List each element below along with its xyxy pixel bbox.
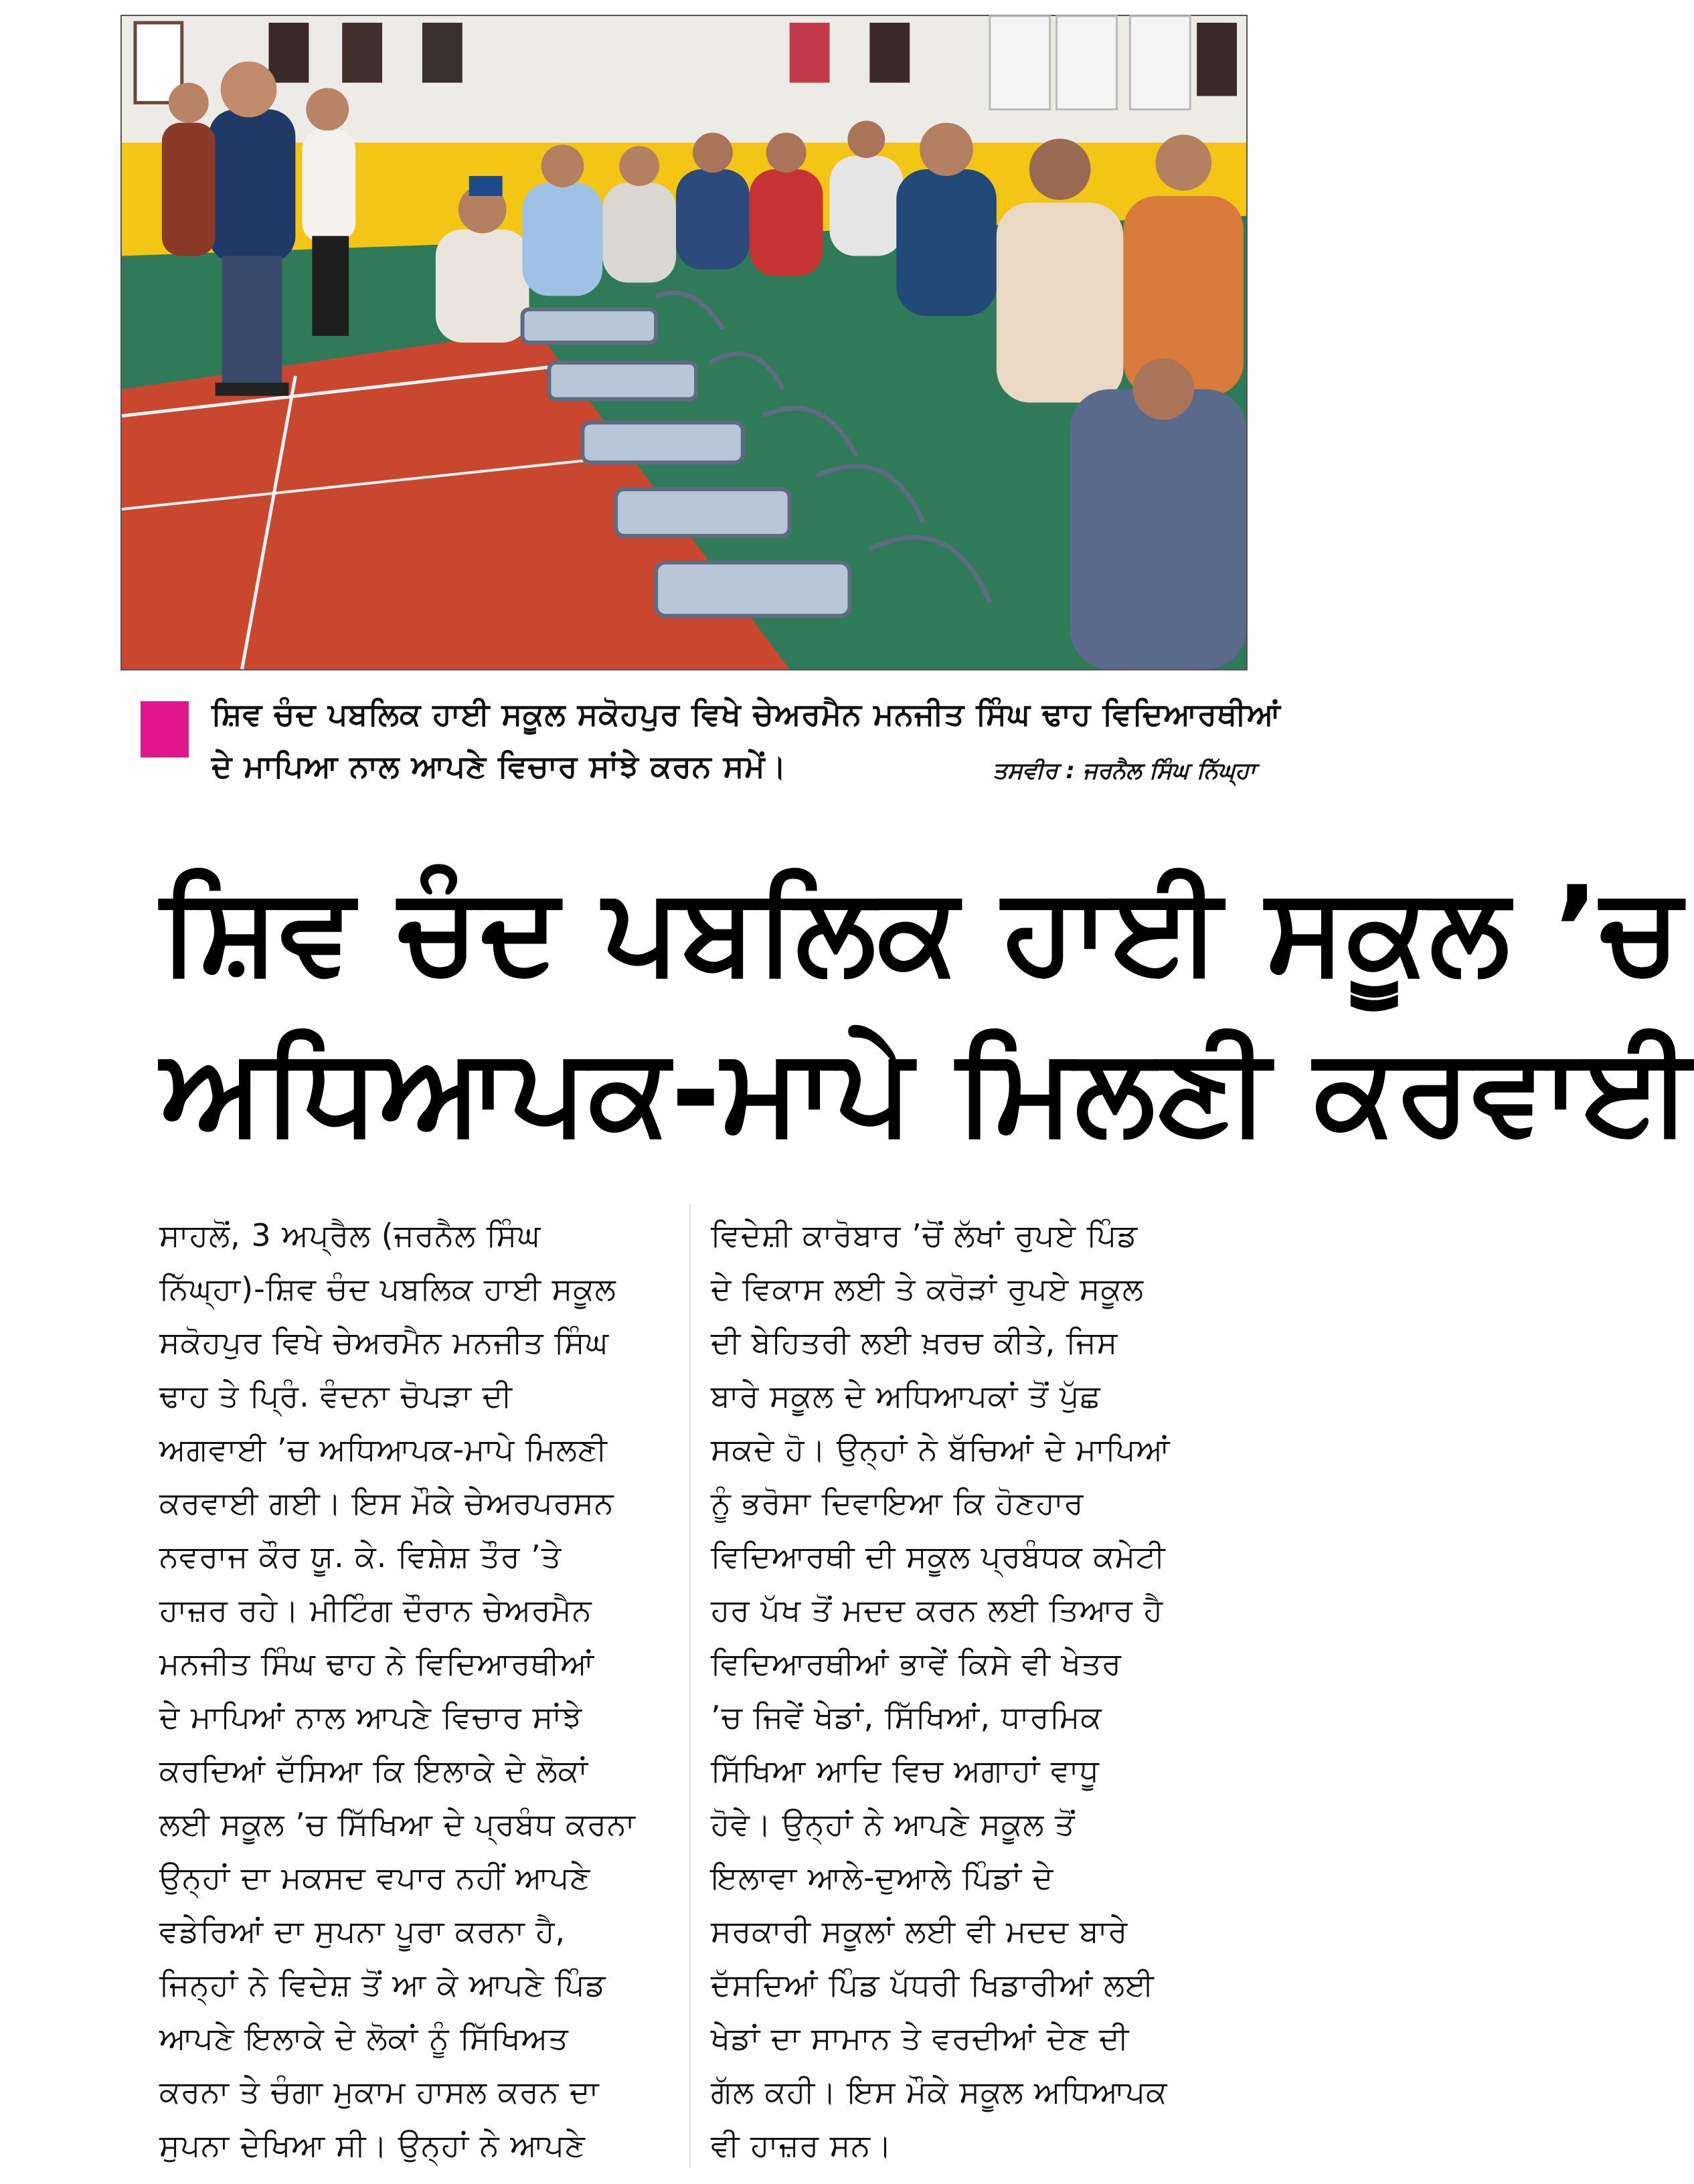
article-text-line: ਸਕੋਹਪੁਰ ਵਿਖੇ ਚੇਅਰਮੈਨ ਮਨਜੀਤ ਸਿੰਘ [159,1324,609,1360]
article-text-line: ਹੋਵੇ। ਉਨ੍ਹਾਂ ਨੇ ਆਪਣੇ ਸਕੂਲ ਤੋਂ [711,1806,1076,1842]
column-divider [689,1204,691,2168]
article-text-line: ਸਿੱਖਿਆ ਆਦਿ ਵਿਚ ਅਗਾਹਾਂ ਵਾਧੂ [711,1752,1100,1789]
article-text-line: ਦੇ ਵਿਕਾਸ ਲਈ ਤੇ ਕਰੋੜਾਂ ਰੁਪਏ ਸਕੂਲ [711,1271,1145,1307]
article-text-line: ਸੁਪਨਾ ਦੇਖਿਆ ਸੀ। ਉਨ੍ਹਾਂ ਨੇ ਆਪਣੇ [159,2127,586,2163]
article-text-line: ’ਚ ਜਿਵੇਂ ਖੇਡਾਂ, ਸਿੱਖਿਆਂ, ਧਾਰਮਿਕ [711,1699,1102,1735]
photo-caption-line-2: ਦੇ ਮਾਪਿਆ ਨਾਲ ਆਪਣੇ ਵਿਚਾਰ ਸਾਂਝੇ ਕਰਨ ਸਮੇਂ। [211,748,787,784]
caption-color-marker [141,701,189,757]
photo-credit: ਤਸਵੀਰ : ਜਰਨੈਲ ਸਿੰਘ ਨਿੱਘ੍ਹਾ [993,757,1256,784]
article-text-line: ਆਪਣੇ ਇਲਾਕੇ ਦੇ ਲੋਕਾਂ ਨੂੰ ਸਿੱਖਿਅਤ [159,2020,569,2056]
article-text-line: ਹਰ ਪੱਖ ਤੋਂ ਮਦਦ ਕਰਨ ਲਈ ਤਿਆਰ ਹੈ [711,1592,1164,1628]
article-text-line: ਉਨ੍ਹਾਂ ਦਾ ਮਕਸਦ ਵਪਾਰ ਨਹੀਂ ਆਪਣੇ [159,1859,591,1896]
article-text-line: ਵੀ ਹਾਜ਼ਰ ਸਨ। [711,2127,893,2163]
article-text-line: ਦੇ ਮਾਪਿਆਂ ਨਾਲ ਆਪਣੇ ਵਿਚਾਰ ਸਾਂਝੇ [159,1699,583,1735]
article-text-line: ਢਾਹ ਤੇ ਪ੍ਰਿੰ. ਵੰਦਨਾ ਚੋਪੜਾ ਦੀ [159,1378,513,1414]
article-text-line: ਦੀ ਬੇਹਿਤਰੀ ਲਈ ਖ਼ਰਚ ਕੀਤੇ, ਜਿਸ [711,1324,1118,1360]
article-text-line: ਅਗਵਾਈ ’ਚ ਅਧਿਆਪਕ-ਮਾਪੇ ਮਿਲਣੀ [159,1431,608,1467]
article-text-line: ਕਰਦਿਆਂ ਦੱਸਿਆ ਕਿ ਇਲਾਕੇ ਦੇ ਲੋਕਾਂ [159,1752,589,1789]
article-text-line: ਗੱਲ ਕਹੀ। ਇਸ ਮੌਕੇ ਸਕੂਲ ਅਧਿਆਪਕ [711,2074,1168,2110]
article-column-left [159,1208,675,2172]
article-text-line: ਨੂੰ ਭਰੋਸਾ ਦਿਵਾਇਆ ਕਿ ਹੋਣਹਾਰ [711,1485,1084,1521]
article-text-line: ਦੱਸਦਿਆਂ ਪਿੰਡ ਪੱਧਰੀ ਖਿਡਾਰੀਆਂ ਲਈ [711,1967,1155,2003]
article-text-line: ਸਾਹਲੋਂ, 3 ਅਪ੍ਰੈਲ (ਜਰਨੈਲ ਸਿੰਘ [159,1217,541,1253]
article-text-line: ਬਾਰੇ ਸਕੂਲ ਦੇ ਅਧਿਆਪਕਾਂ ਤੋਂ ਪੁੱਛ [711,1378,1101,1414]
article-text-line: ਵਿਦੇਸ਼ੀ ਕਾਰੋਬਾਰ ’ਚੋਂ ਲੱਖਾਂ ਰੁਪਏ ਪਿੰਡ [711,1217,1138,1253]
article-text-line: ਵਿਦਿਆਰਥੀ ਦੀ ਸਕੂਲ ਪ੍ਰਬੰਧਕ ਕਮੇਟੀ [711,1538,1166,1574]
article-text-line: ਕਰਨਾ ਤੇ ਚੰਗਾ ਮੁਕਾਮ ਹਾਸਲ ਕਰਨ ਦਾ [159,2074,600,2110]
headline-line-1: ਸ਼ਿਵ ਚੰਦ ਪਬਲਿਕ ਹਾਈ ਸਕੂਲ ’ਚ [161,860,1683,999]
headline-line-2: ਅਧਿਆਪਕ-ਮਾਪੇ ਮਿਲਣੀ ਕਰਵਾਈ [161,1021,1694,1160]
article-text-line: ਲਈ ਸਕੂਲ ’ਚ ਸਿੱਖਿਆ ਦੇ ਪ੍ਰਬੰਧ ਕਰਨਾ [159,1806,636,1842]
article-text-line: ਕਰਵਾਈ ਗਈ। ਇਸ ਮੌਕੇ ਚੇਅਰਪਰਸਨ [159,1485,614,1521]
article-text-line: ਵਡੇਰਿਆਂ ਦਾ ਸੁਪਨਾ ਪੂਰਾ ਕਰਨਾ ਹੈ, [159,1913,566,1949]
article-text-line: ਸਕਦੇ ਹੋ। ਉਨ੍ਹਾਂ ਨੇ ਬੱਚਿਆਂ ਦੇ ਮਾਪਿਆਂ [711,1431,1171,1467]
article-text-line: ਜਿਨ੍ਹਾਂ ਨੇ ਵਿਦੇਸ਼ ਤੋਂ ਆ ਕੇ ਆਪਣੇ ਪਿੰਡ [159,1967,606,2003]
photo-caption-line-1: ਸ਼ਿਵ ਚੰਦ ਪਬਲਿਕ ਹਾਈ ਸਕੂਲ ਸਕੋਹਪੁਰ ਵਿਖੇ ਚੇਅਰਮੈਨ ਮਨਜੀਤ ਸਿੰਘ ਢਾਹ ਵਿਦਿਆਰਥੀਆਂ [211,696,1282,732]
article-column-right [711,1208,1226,2172]
article-text-line: ਨਿੱਘ੍ਹਾ)-ਸ਼ਿਵ ਚੰਦ ਪਬਲਿਕ ਹਾਈ ਸਕੂਲ [159,1271,616,1307]
meeting-photo-illustration [122,16,1246,669]
article-text-line: ਮਨਜੀਤ ਸਿੰਘ ਢਾਹ ਨੇ ਵਿਦਿਆਰਥੀਆਂ [159,1645,595,1681]
article-text-line: ਨਵਰਾਜ ਕੌਰ ਯੂ. ਕੇ. ਵਿਸ਼ੇਸ਼ ਤੌਰ ’ਤੇ [159,1538,562,1574]
news-photo [120,15,1248,670]
article-text-line: ਸਰਕਾਰੀ ਸਕੂਲਾਂ ਲਈ ਵੀ ਮਦਦ ਬਾਰੇ [711,1913,1128,1949]
article-text-line: ਖੇਡਾਂ ਦਾ ਸਾਮਾਨ ਤੇ ਵਰਦੀਆਂ ਦੇਣ ਦੀ [711,2020,1130,2056]
article-text-line: ਵਿਦਿਆਰਥੀਆਂ ਭਾਵੇਂ ਕਿਸੇ ਵੀ ਖੇਤਰ [711,1645,1122,1681]
article-text-line: ਹਾਜ਼ਰ ਰਹੇ। ਮੀਟਿੰਗ ਦੌਰਾਨ ਚੇਅਰਮੈਨ [159,1592,592,1628]
article-text-line: ਇਲਾਵਾ ਆਲੇ-ਦੁਆਲੇ ਪਿੰਡਾਂ ਦੇ [711,1859,1054,1896]
article-headline [161,850,1694,1171]
